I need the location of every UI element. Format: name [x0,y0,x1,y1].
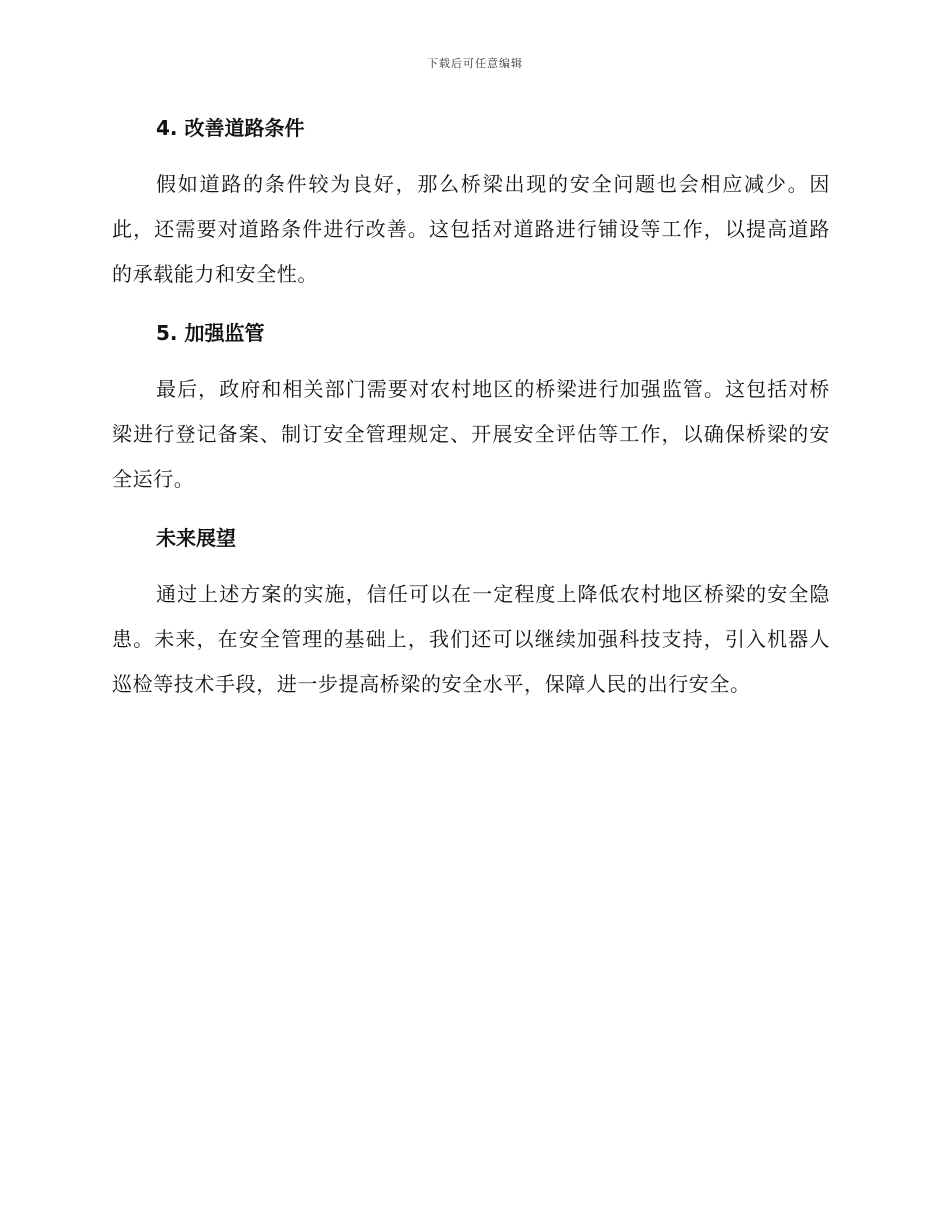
section-future-outlook [112,520,830,707]
section-heading: 未来展望 [156,526,236,550]
header-note: 下载后可任意编辑 [427,57,523,70]
section-strengthen-supervision [112,315,830,502]
section-improve-road-conditions [112,110,830,297]
section-heading: 4. 改善道路条件 [156,116,305,140]
document-body [112,110,830,707]
section-heading: 5. 加强监管 [156,321,265,345]
section-paragraph: 最后，政府和相关部门需要对农村地区的桥梁进行加强监管。这包括对桥梁进行登记备案、制订安全管理规定、开展安全评估等工作，以确保桥梁的安全运行。 [112,377,830,491]
section-paragraph: 通过上述方案的实施，信任可以在一定程度上降低农村地区桥梁的安全隐患。未来，在安全管理的基础上，我们还可以继续加强科技支持，引入机器人巡检等技术手段，进一步提高桥梁的安全水平，保障人民的出行安全。 [112,582,830,696]
section-paragraph: 假如道路的条件较为良好，那么桥梁出现的安全问题也会相应减少。因此，还需要对道路条件进行改善。这包括对道路进行铺设等工作，以提高道路的承载能力和安全性。 [112,172,830,286]
